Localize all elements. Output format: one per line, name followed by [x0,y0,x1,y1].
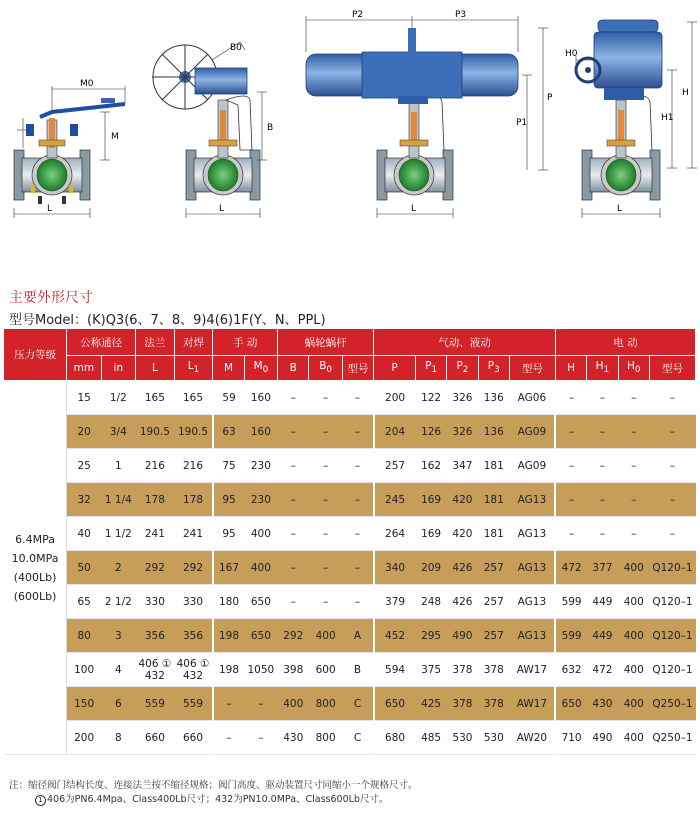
cell-b0: 800 [309,687,342,721]
cell-p1: 122 [415,381,446,415]
header-h: H [555,356,586,381]
cell-b0: – [309,483,342,517]
cell-em: – [649,415,695,449]
cell-p2: 426 [447,585,478,619]
cell-pm: AW17 [509,687,555,721]
header-p: P [374,356,416,381]
cell-p: 257 [374,449,416,483]
cell-l: 660 [136,721,175,755]
cell-p3: 181 [478,449,509,483]
cell-p3: 378 [478,653,509,687]
cell-in: 4 [101,653,135,687]
cell-in: 1/2 [101,381,135,415]
cell-p2: 326 [447,381,478,415]
header-m0: $M_0$ [244,356,277,381]
notes [9,779,418,807]
note-line-1: 注：缩径阀门结构长度、连接法兰按不缩径规格；阀门高度、驱动装置尺寸同缩小一个规格尺寸。 [9,780,418,791]
dim-m-label: M [111,132,119,142]
cell-m: 167 [213,551,244,585]
cell-h1: – [587,517,618,551]
cell-h: – [555,483,586,517]
dim-b0-label: B0 [230,43,242,53]
cell-p2: 420 [447,483,478,517]
cell-m0: 230 [244,449,277,483]
cell-h0: – [618,517,649,551]
note-line-2: 1 406为PN6.4Mpa、Class400Lb尺寸；432为PN10.0MPa、Class600Lb尺寸。 [9,793,418,807]
cell-in: 8 [101,721,135,755]
cell-h0: 400 [618,619,649,653]
cell-h1: 449 [587,619,618,653]
cell-h1: 377 [587,551,618,585]
cell-mm: 80 [67,619,101,653]
cell-mm: 32 [67,483,101,517]
cell-pm: AG13 [509,551,555,585]
table-row [4,415,696,449]
cell-l1: 216 [174,449,213,483]
cell-mm: 200 [67,721,101,755]
cell-p: 452 [374,619,416,653]
header-manual: 手 动 [213,329,278,356]
table-row [4,619,696,653]
cell-p: 340 [374,551,416,585]
cell-p1: 209 [415,551,446,585]
header-in: in [101,356,135,381]
cell-b: 400 [278,687,309,721]
cell-l1: 178 [174,483,213,517]
cell-b: – [278,415,309,449]
cell-l1: 660 [174,721,213,755]
header-h0: $H_0$ [618,356,649,381]
cell-p3: 530 [478,721,509,755]
header-h1: $H_1$ [587,356,618,381]
cell-m: 198 [213,619,244,653]
header-nominal: 公称通径 [67,329,136,356]
cell-em: – [649,381,695,415]
cell-p3: 257 [478,551,509,585]
cell-h: 599 [555,619,586,653]
cell-em: Q120–1 [649,653,695,687]
cell-mm: 20 [67,415,101,449]
cell-pm: AG09 [509,449,555,483]
header-p1: $P_1$ [415,356,446,381]
cell-b0: – [309,381,342,415]
cell-p2: 378 [447,653,478,687]
cell-h0: – [618,415,649,449]
cell-h0: 400 [618,585,649,619]
valve-body [377,96,453,200]
cell-p2: 530 [447,721,478,755]
table-row [4,585,696,619]
cell-l: 356 [136,619,175,653]
section-title: 主要外形尺寸 [9,290,93,306]
cell-b0: – [309,585,342,619]
header-weld: 对焊 [174,329,213,356]
pressure-class-cell [4,381,67,755]
header-worm-model: 型号 [342,356,373,381]
table-row [4,551,696,585]
cell-p: 594 [374,653,416,687]
cell-p: 379 [374,585,416,619]
cell-m0: 230 [244,483,277,517]
cell-mm: 100 [67,653,101,687]
header-l1: $L_1$ [174,356,213,381]
cell-p: 204 [374,415,416,449]
cell-in: 3/4 [101,415,135,449]
dim-p-label: P [547,93,553,103]
cell-p3: 378 [478,687,509,721]
dim-m0-label: M0 [80,79,94,89]
cell-h: – [555,415,586,449]
cell-h0: 400 [618,721,649,755]
cell-l1: 330 [174,585,213,619]
cell-h1: 449 [587,585,618,619]
cell-h0: 400 [618,687,649,721]
header-worm: 蜗轮蜗杆 [278,329,374,356]
cell-b0: – [309,517,342,551]
table-row [4,381,696,415]
cell-pm: AG06 [509,381,555,415]
header-l: L [136,356,175,381]
view-pneumatic [306,10,553,218]
cell-m0: 1050 [244,653,277,687]
cell-b: – [278,381,309,415]
cell-b0: 400 [309,619,342,653]
dim-p2-label: P2 [352,10,364,20]
cell-l: 559 [136,687,175,721]
cell-h1: – [587,449,618,483]
cell-h: 599 [555,585,586,619]
dim-l-label: L [617,204,623,214]
valve-body [582,96,660,200]
header-mm: mm [67,356,101,381]
header-pressure: 压力等级 [4,329,67,381]
cell-wm: – [342,381,373,415]
cell-p: 200 [374,381,416,415]
cell-p2: 420 [447,517,478,551]
cell-h1: – [587,483,618,517]
cell-in: 1 1/4 [101,483,135,517]
cell-wm: – [342,483,373,517]
cell-b0: 800 [309,721,342,755]
cell-p2: 347 [447,449,478,483]
cell-h0: – [618,381,649,415]
pneumatic-actuator [306,28,518,104]
cell-in: 2 [101,551,135,585]
header-b: B [278,356,309,381]
cell-m: 75 [213,449,244,483]
cell-p3: 181 [478,517,509,551]
cell-h1: 490 [587,721,618,755]
header-p2: $P_2$ [447,356,478,381]
cell-p: 245 [374,483,416,517]
cell-b: – [278,517,309,551]
cell-mm: 65 [67,585,101,619]
cell-m0: 650 [244,619,277,653]
cell-wm: C [342,687,373,721]
valve-drawings [0,0,700,230]
cell-mm: 150 [67,687,101,721]
cell-b: 430 [278,721,309,755]
dimension-table [4,329,696,755]
dim-h-label: H [682,88,689,98]
cell-h0: – [618,449,649,483]
dim-h0-label: H0 [565,49,578,59]
cell-m: 180 [213,585,244,619]
cell-p3: 257 [478,585,509,619]
cell-p3: 136 [478,381,509,415]
header-pneumatic: 气动、液动 [374,329,556,356]
cell-m0: 160 [244,381,277,415]
cell-mm: 50 [67,551,101,585]
cell-p3: 257 [478,619,509,653]
table-row [4,721,696,755]
dim-l-label: L [411,204,417,214]
cell-h: – [555,517,586,551]
cell-in: 1 [101,449,135,483]
model-line: 型号Model：(K)Q3(6、7、8、9)4(6)1F(Y、N、PPL) [9,313,326,328]
cell-l: 330 [136,585,175,619]
cell-em: – [649,483,695,517]
cell-pm: AG13 [509,517,555,551]
header-m: M [213,356,244,381]
cell-wm: – [342,551,373,585]
cell-l1: 406 ① 432 [174,653,213,687]
cell-l1: 356 [174,619,213,653]
header-electric: 电 动 [555,329,695,356]
table-row [4,449,696,483]
lever-handle [40,104,125,117]
pressure-class-line: (600Lb) [13,589,57,603]
header-el-model: 型号 [649,356,695,381]
cell-b0: – [309,415,342,449]
cell-b0: – [309,449,342,483]
cell-p3: 136 [478,415,509,449]
cell-wm: – [342,449,373,483]
cell-m0: 650 [244,585,277,619]
cell-p2: 426 [447,551,478,585]
cell-p1: 485 [415,721,446,755]
cell-em: Q120–1 [649,585,695,619]
cell-em: Q120–1 [649,619,695,653]
cell-l1: 241 [174,517,213,551]
pressure-class-line: 6.4MPa [15,532,56,546]
cell-pm: AW17 [509,653,555,687]
cell-b: – [278,551,309,585]
cell-l: 165 [136,381,175,415]
cell-p2: 326 [447,415,478,449]
view-worm-gear [152,42,273,218]
cell-h: 472 [555,551,586,585]
cell-p2: 490 [447,619,478,653]
cell-h: – [555,381,586,415]
dim-l-label: L [219,204,225,214]
cell-m: 95 [213,517,244,551]
cell-p1: 425 [415,687,446,721]
cell-h: 710 [555,721,586,755]
cell-l: 292 [136,551,175,585]
cell-p2: 378 [447,687,478,721]
cell-pm: AG13 [509,585,555,619]
cell-l1: 559 [174,687,213,721]
header-flange: 法兰 [136,329,175,356]
handwheel [152,45,247,109]
cell-m: – [213,687,244,721]
cell-m0: 400 [244,517,277,551]
cell-b: – [278,483,309,517]
view-lever [14,79,125,218]
cell-m0: – [244,687,277,721]
cell-h1: – [587,415,618,449]
view-electric [565,20,697,218]
cell-h0: 400 [618,653,649,687]
cell-p3: 181 [478,483,509,517]
cell-p: 680 [374,721,416,755]
cell-p1: 162 [415,449,446,483]
cell-pm: AG13 [509,483,555,517]
cell-em: Q120–1 [649,551,695,585]
table-row [4,687,696,721]
cell-l: 216 [136,449,175,483]
cell-l: 190.5 [136,415,175,449]
cell-h0: – [618,483,649,517]
cell-p1: 169 [415,483,446,517]
cell-mm: 15 [67,381,101,415]
cell-p1: 126 [415,415,446,449]
dim-p1-label: P1 [516,118,528,128]
cell-l: 406 ① 432 [136,653,175,687]
cell-h1: – [587,381,618,415]
valve-body [14,118,90,204]
dim-p3-label: P3 [455,10,467,20]
cell-h: – [555,449,586,483]
pressure-class-line: (400Lb) [13,570,57,584]
cell-mm: 40 [67,517,101,551]
cell-l1: 292 [174,551,213,585]
cell-h: 650 [555,687,586,721]
cell-h: 632 [555,653,586,687]
cell-l: 178 [136,483,175,517]
cell-mm: 25 [67,449,101,483]
cell-b: – [278,585,309,619]
table-row [4,483,696,517]
header-pn-model: 型号 [509,356,555,381]
cell-m: 63 [213,415,244,449]
dim-l-label: L [47,204,53,214]
cell-wm: A [342,619,373,653]
dim-h1-label: H1 [661,113,674,123]
cell-p: 264 [374,517,416,551]
cell-p1: 248 [415,585,446,619]
cell-m: 95 [213,483,244,517]
cell-in: 3 [101,619,135,653]
cell-pm: AW20 [509,721,555,755]
cell-pm: AG09 [509,415,555,449]
cell-p: 650 [374,687,416,721]
cell-wm: – [342,585,373,619]
cell-b: 292 [278,619,309,653]
cell-b: 398 [278,653,309,687]
cell-pm: AG13 [509,619,555,653]
cell-wm: B [342,653,373,687]
cell-wm: – [342,415,373,449]
cell-in: 2 1/2 [101,585,135,619]
table-row [4,653,696,687]
cell-p1: 295 [415,619,446,653]
table-body [4,381,696,755]
cell-wm: C [342,721,373,755]
valve-body [186,96,260,200]
dim-b-label: B [267,123,274,133]
cell-em: – [649,517,695,551]
cell-m0: 160 [244,415,277,449]
cell-p1: 169 [415,517,446,551]
header-p3: $P_3$ [478,356,509,381]
header-b0: $B_0$ [309,356,342,381]
cell-m0: 400 [244,551,277,585]
table-row [4,517,696,551]
cell-em: Q250–1 [649,687,695,721]
cell-l1: 190.5 [174,415,213,449]
cell-em: – [649,449,695,483]
cell-wm: – [342,517,373,551]
circled-one-icon: 1 [35,795,46,806]
cell-in: 6 [101,687,135,721]
cell-h1: 472 [587,653,618,687]
cell-l: 241 [136,517,175,551]
pressure-class-line: 10.0MPa [11,551,59,565]
cell-b: – [278,449,309,483]
cell-b0: – [309,551,342,585]
cell-b0: 600 [309,653,342,687]
cell-m: – [213,721,244,755]
cell-p1: 375 [415,653,446,687]
cell-in: 1 1/2 [101,517,135,551]
cell-l1: 165 [174,381,213,415]
cell-m: 59 [213,381,244,415]
cell-em: Q250–1 [649,721,695,755]
cell-m0: – [244,721,277,755]
cell-h0: 400 [618,551,649,585]
cell-h1: 430 [587,687,618,721]
cell-m: 198 [213,653,244,687]
